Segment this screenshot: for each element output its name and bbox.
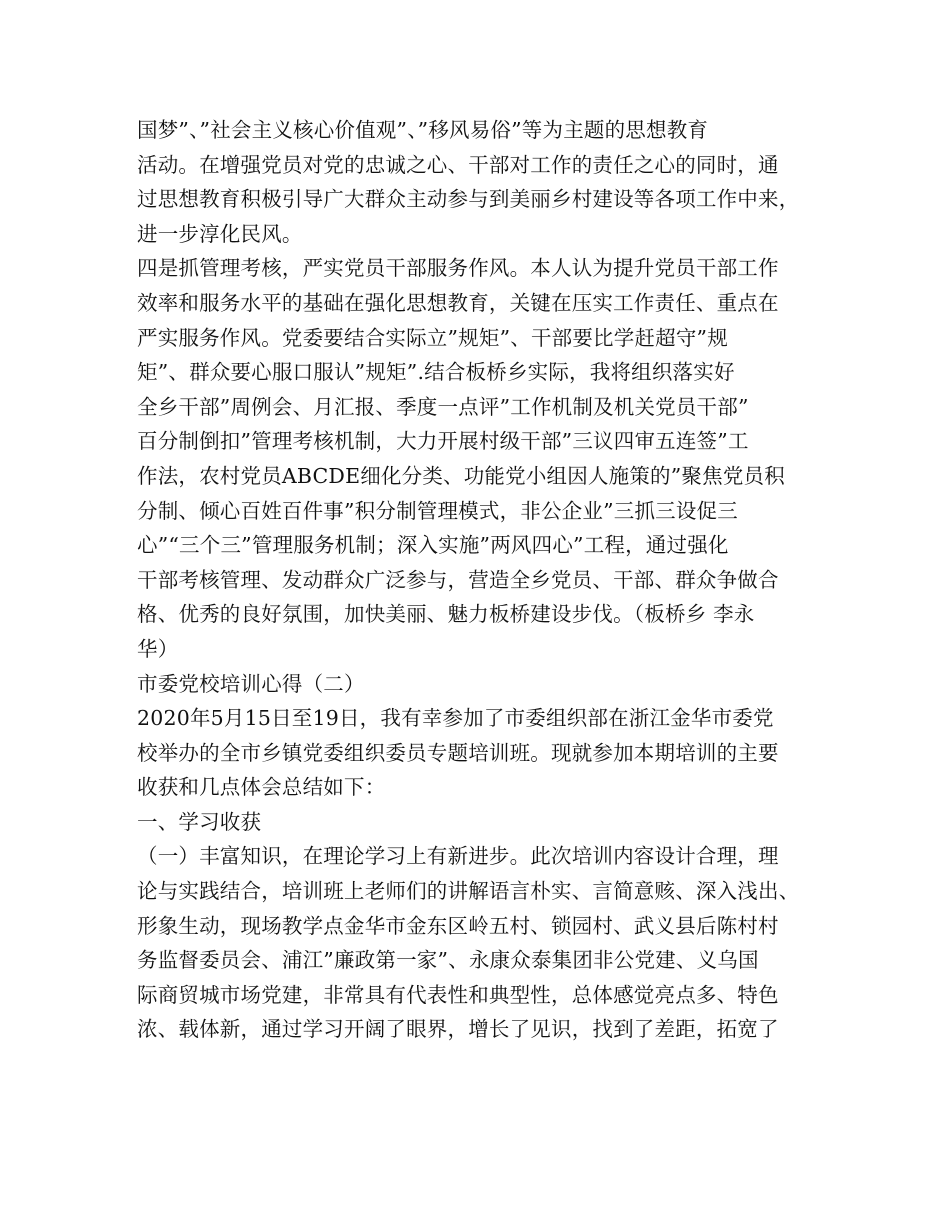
- text-line: 华）: [137, 636, 179, 661]
- text-line: 严实服务作风。党委要结合实际立”规矩”、干部要比学赶超守”规: [137, 325, 728, 350]
- text-line: 百分制倒扣”管理考核机制，大力开展村级干部”三议四审五连签”工: [137, 429, 749, 454]
- text-line: 干部考核管理、发动群众广泛参与，营造全乡党员、干部、群众争做合: [137, 567, 779, 592]
- text-line: 过思想教育积极引导广大群众主动参与到美丽乡村建设等各项工作中来，: [137, 187, 800, 212]
- text-line: 际商贸城市场党建，非常具有代表性和典型性，总体感觉亮点多、特色: [137, 982, 779, 1007]
- text-line: 四是抓管理考核，严实党员干部服务作风。本人认为提升党员干部工作: [137, 256, 779, 281]
- text-line: 分制、倾心百姓百件事”积分制管理模式，非公企业”三抓三设促三: [137, 498, 738, 523]
- text-line: 全乡干部”周例会、月汇报、季度一点评”工作机制及机关党员干部”: [137, 394, 749, 419]
- text-line: 国梦”、”社会主义核心价值观”、”移风易俗”等为主题的思想教育: [137, 118, 709, 142]
- section-heading: 一、学习收获: [137, 809, 262, 834]
- text-line: 矩”、群众要心服口服认”规矩”.结合板桥乡实际，我将组织落实好: [137, 360, 735, 385]
- text-line: 论与实践结合，培训班上老师们的讲解语言朴实、言简意赅、深入浅出、: [137, 879, 800, 904]
- text-line: 收获和几点体会总结如下：: [137, 775, 386, 800]
- text-line: 校举办的全市乡镇党委组织委员专题培训班。现就参加本期培训的主要: [137, 740, 779, 765]
- text-line: 效率和服务水平的基础在强化思想教育，关键在压实工作责任、重点在: [137, 290, 779, 315]
- text-line: 2020年5月15日至19日，我有幸参加了市委组织部在浙江金华市委党: [137, 706, 774, 731]
- text-line: 务监督委员会、浦江”廉政第一家”、永康众泰集团非公党建、义乌国: [137, 948, 759, 973]
- text-line: 作法，农村党员ABCDE细化分类、功能党小组因人施策的”聚焦党员积: [137, 463, 785, 488]
- section-title: 市委党校培训心得（二）: [137, 671, 365, 696]
- text-line: 格、优秀的良好氛围，加快美丽、魅力板桥建设步伐。（板桥乡 李永: [137, 602, 755, 627]
- document-body: [137, 113, 827, 1047]
- text-line: 浓、载体新，通过学习开阔了眼界，增长了见识，找到了差距，拓宽了: [137, 1017, 779, 1042]
- text-line: 进一步淳化民风。: [137, 221, 303, 246]
- text-line: 形象生动，现场教学点金华市金东区岭五村、锁园村、武义县后陈村村: [137, 913, 779, 938]
- text-line: （一）丰富知识，在理论学习上有新进步。此次培训内容设计合理，理: [137, 844, 779, 869]
- text-line: 心”“三个三”管理服务机制；深入实施”两风四心”工程，通过强化: [137, 533, 729, 558]
- text-line: 活动。在增强党员对党的忠诚之心、干部对工作的责任之心的同时，通: [137, 152, 779, 177]
